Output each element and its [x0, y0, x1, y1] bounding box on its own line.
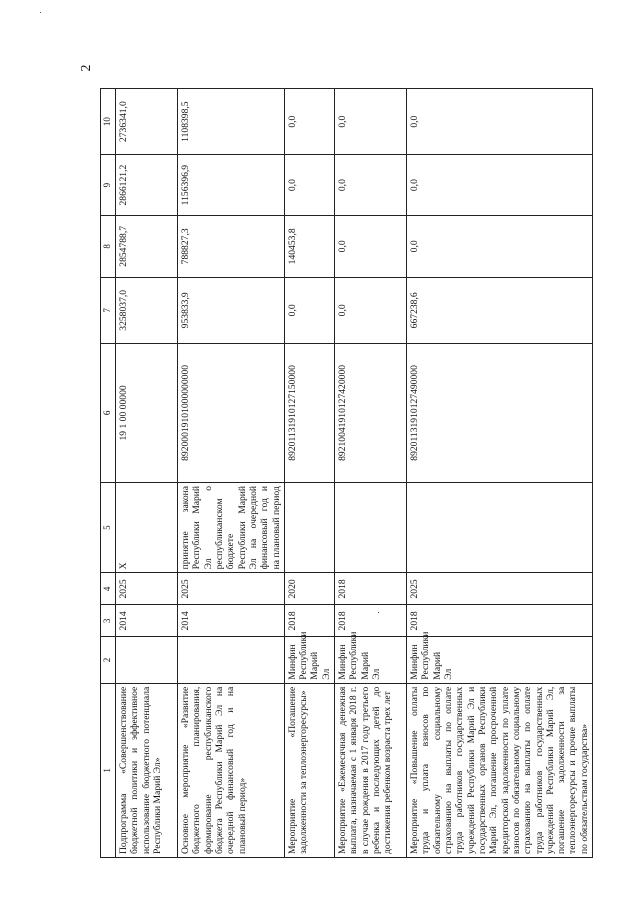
table-row — [116, 89, 178, 858]
program-name: Мероприятие «Ежемесячная денежная выплата, назначаемая с 1 января 2018 г. в случае рождения в 2017 году третьего ребенка и последующих детей до достижения ребенком возраста трех лет — [335, 683, 407, 857]
amount-col9: 0,0 — [335, 155, 407, 216]
table-row — [178, 89, 285, 858]
amount-col9: 0,0 — [407, 155, 593, 216]
program-name: Мероприятие «Повышение оплаты труда и уплата взносов по обязательному социальному страхованию на выплаты по оплате труда работников государственных учреждений Республики Марий Эл и государственных органов Республики Марий Эл, погашение просроченной кредиторской задолженности по уплате взносов по обязательному социальному страхованию на выплаты по оплате труда работников государственных учреждений Республики Марий Эл, погашение задолженности за теплоэнергоресурсы и прочие выплаты по обязательствам государства» — [407, 683, 593, 857]
amount-col10: 2736341,0 — [116, 89, 178, 155]
end-year: 2018 — [335, 573, 407, 605]
executor — [178, 637, 285, 683]
column-number: 10 — [101, 89, 116, 155]
column-number: 3 — [101, 605, 116, 637]
column-number: 6 — [101, 343, 116, 482]
program-name: Подпрограмма «Совершенствование бюджетной политики и эффективное использование бюджетного потенциала Республики Марий Эл» — [116, 683, 178, 857]
table-row — [284, 89, 334, 858]
expected-result: принятие закона Республики Марий Эл о республиканском бюджете Республики Марий Эл на очередной финансовый год и на плановый период — [178, 482, 285, 572]
amount-col8: 0,0 — [335, 215, 407, 277]
amount-col7: 0,0 — [284, 277, 334, 343]
amount-col10: 0,0 — [284, 89, 334, 155]
budget-code: 89210041910127420000 — [335, 343, 407, 482]
amount-col7: 0,0 — [335, 277, 407, 343]
end-year: 2025 — [407, 573, 593, 605]
column-number: 8 — [101, 215, 116, 277]
amount-col8: 788827,3 — [178, 215, 285, 277]
end-year: 2025 — [178, 573, 285, 605]
amount-col9: 2866121,2 — [116, 155, 178, 216]
budget-code: 89201131910127150000 — [284, 343, 334, 482]
executor: Минфин Республики Марий Эл — [335, 637, 407, 683]
program-name: Основное мероприятие «Развитие бюджетного планирования, формирование республиканского бюджета Республики Марий Эл на очередной финансовый год и на плановый период» — [178, 683, 285, 857]
budget-table — [100, 88, 593, 858]
start-year: 2018 — [335, 605, 407, 637]
start-year: 2014 — [178, 605, 285, 637]
executor: Минфин Республики Марий Эл — [407, 637, 593, 683]
column-number: 2 — [101, 637, 116, 683]
budget-code: 89200019101000000000 — [178, 343, 285, 482]
start-year: 2014 — [116, 605, 178, 637]
table-row — [407, 89, 593, 858]
amount-col7: 3258037,0 — [116, 277, 178, 343]
executor — [116, 637, 178, 683]
expected-result — [284, 482, 334, 572]
amount-col9: 0,0 — [284, 155, 334, 216]
start-year: 2018 — [407, 605, 593, 637]
amount-col7: 953833,9 — [178, 277, 285, 343]
amount-col8: 140453,8 — [284, 215, 334, 277]
start-year: 2018 — [284, 605, 334, 637]
end-year: 2025 — [116, 573, 178, 605]
amount-col10: 0,0 — [407, 89, 593, 155]
amount-col7: 667238,6 — [407, 277, 593, 343]
column-number-row — [101, 89, 116, 858]
expected-result — [335, 482, 407, 572]
amount-col8: 2854788,7 — [116, 215, 178, 277]
column-number: 7 — [101, 277, 116, 343]
program-name: Мероприятие «Погашение задолженности за теплоэнергоресурсы» — [284, 683, 334, 857]
budget-code: 19 1 00 00000 — [116, 343, 178, 482]
executor: Минфин Республики Марий Эл — [284, 637, 334, 683]
column-number: 4 — [101, 573, 116, 605]
rotated-table-container — [100, 88, 590, 858]
table-row — [335, 89, 407, 858]
column-number: 1 — [101, 683, 116, 857]
amount-col9: 1156396,9 — [178, 155, 285, 216]
expected-result: Х — [116, 482, 178, 572]
expected-result — [407, 482, 593, 572]
budget-code: 89201131910127490000 — [407, 343, 593, 482]
amount-col10: 0,0 — [335, 89, 407, 155]
scan-speck — [40, 12, 41, 13]
end-year: 2020 — [284, 573, 334, 605]
amount-col10: 1108398,5 — [178, 89, 285, 155]
amount-col8: 0,0 — [407, 215, 593, 277]
page-number: 2 — [79, 64, 94, 72]
column-number: 5 — [101, 482, 116, 572]
column-number: 9 — [101, 155, 116, 216]
